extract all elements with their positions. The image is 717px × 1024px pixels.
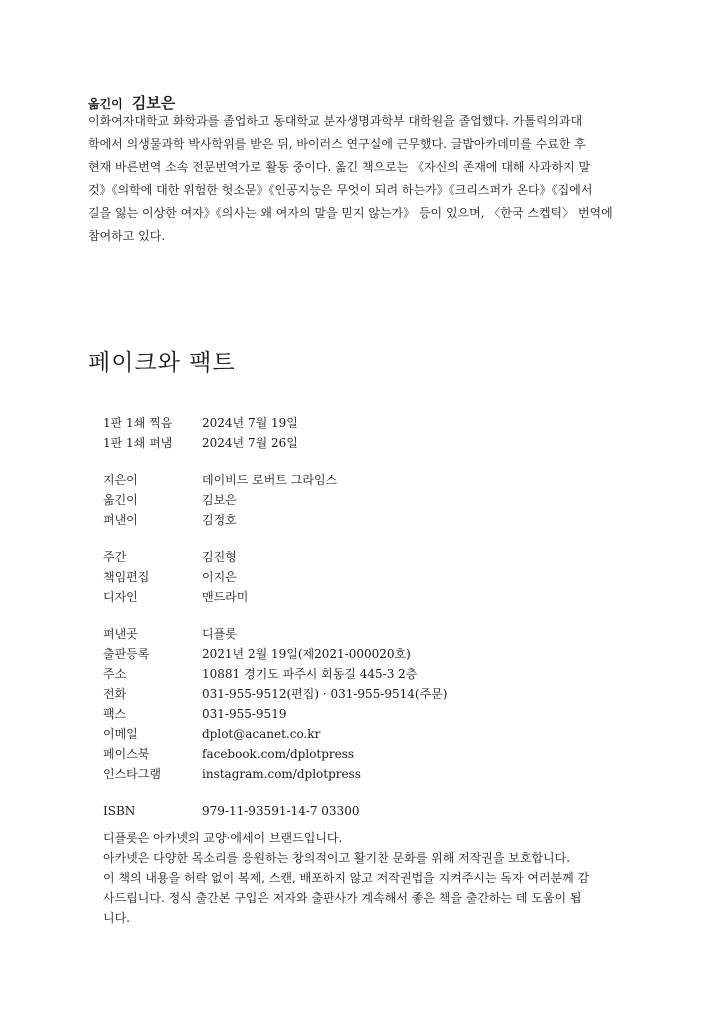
colophon-row	[103, 490, 603, 510]
colophon-row	[103, 567, 603, 587]
book-title: 페이크와 팩트	[88, 350, 236, 376]
colophon-row	[103, 413, 603, 433]
colophon-value: 031-955-9512(편집) · 031-955-9514(주문)	[202, 687, 448, 701]
colophon-label: 주소	[103, 667, 127, 681]
colophon-row	[103, 664, 603, 684]
colophon	[103, 413, 603, 821]
colophon-value: dplot@acanet.co.kr	[202, 727, 321, 741]
colophon-label: 옮긴이	[103, 493, 138, 507]
translator-bio	[88, 110, 628, 248]
colophon-row	[103, 744, 603, 764]
colophon-label: 펴낸이	[103, 513, 138, 527]
colophon-value: 979-11-93591-14-7 03300	[202, 804, 360, 818]
colophon-label: 페이스북	[103, 747, 150, 761]
colophon-value: 김정호	[202, 513, 237, 527]
group-spacer	[103, 453, 603, 470]
colophon-label: 1판 1쇄 찍음	[103, 416, 173, 430]
colophon-label: 지은이	[103, 473, 138, 487]
colophon-row	[103, 470, 603, 490]
colophon-value: 디플롯	[202, 627, 237, 641]
colophon-value: 2021년 2월 19일(제2021-000020호)	[202, 647, 411, 661]
bio-line: 현재 바른번역 소속 전문번역가로 활동 중이다. 옮긴 책으로는 《자신의 존재에 대해 사과하지 말	[88, 160, 591, 174]
colophon-row	[103, 433, 603, 453]
colophon-label: 디자인	[103, 590, 138, 604]
notice-line: 니다.	[103, 911, 130, 925]
colophon-label: 1판 1쇄 펴냄	[103, 436, 173, 450]
colophon-label: 이메일	[103, 727, 138, 741]
colophon-label: 펴낸곳	[103, 627, 138, 641]
colophon-row	[103, 704, 603, 724]
colophon-row	[103, 684, 603, 704]
bio-line: 이화여자대학교 화학과를 졸업하고 동대학교 분자생명과학부 대학원을 졸업했다. 가톨릭의과대	[88, 114, 583, 128]
colophon-value: 10881 경기도 파주시 회동길 445-3 2층	[202, 667, 418, 681]
colophon-label: 전화	[103, 687, 127, 701]
colophon-value: 김진형	[202, 550, 237, 564]
colophon-row	[103, 587, 603, 607]
notice-line: 아카넷은 다양한 목소리를 응원하는 창의적이고 활기찬 문화를 위해 저작권을 보호합니다.	[103, 851, 571, 865]
bio-line: 길을 잃는 이상한 여자》《의사는 왜 여자의 말을 믿지 않는가》 등이 있으며, 〈한국 스켑틱〉 번역에	[88, 206, 613, 220]
colophon-label: 인스타그램	[103, 767, 161, 781]
colophon-value: 이지은	[202, 570, 237, 584]
colophon-value: 031-955-9519	[202, 707, 287, 721]
notice-line: 이 책의 내용을 허락 없이 복제, 스캔, 배포하지 않고 저작권법을 지켜주시는 독자 여러분께 감	[103, 871, 590, 885]
colophon-value: 데이비드 로버트 그라임스	[202, 473, 338, 487]
colophon-label: 출판등록	[103, 647, 150, 661]
colophon-value: instagram.com/dplotpress	[202, 767, 361, 781]
colophon-row	[103, 547, 603, 567]
bio-line: 것》《의학에 대한 위험한 헛소문》《인공지능은 무엇이 되려 하는가》《크리스퍼가 온다》《집에서	[88, 183, 593, 197]
colophon-value: 김보은	[202, 493, 237, 507]
colophon-label: 주간	[103, 550, 127, 564]
colophon-label: 팩스	[103, 707, 127, 721]
bio-line: 참여하고 있다.	[88, 229, 166, 243]
group-spacer	[103, 530, 603, 547]
colophon-label: ISBN	[103, 804, 136, 818]
notice-line: 디플롯은 아카넷의 교양·에세이 브랜드입니다.	[103, 831, 343, 845]
colophon-row	[103, 764, 603, 784]
colophon-value: 2024년 7월 26일	[202, 436, 298, 450]
group-spacer	[103, 607, 603, 624]
notice-line: 사드립니다. 정식 출간본 구입은 저자와 출판사가 계속해서 좋은 책을 출간하는 데 도움이 됩	[103, 891, 582, 905]
colophon-row	[103, 801, 603, 821]
colophon-value: facebook.com/dplotpress	[202, 747, 355, 761]
colophon-value: 맨드라미	[202, 590, 249, 604]
translator-role: 옮긴이	[88, 97, 123, 111]
colophon-value: 2024년 7월 19일	[202, 416, 298, 430]
copyright-notice	[103, 828, 603, 928]
colophon-row	[103, 510, 603, 530]
bio-line: 학에서 의생물과학 박사학위를 받은 뒤, 바이러스 연구실에 근무했다. 글밥아카데미를 수료한 후	[88, 137, 586, 151]
colophon-row	[103, 644, 603, 664]
translator-name: 김보은	[131, 94, 176, 112]
colophon-row	[103, 624, 603, 644]
group-spacer	[103, 784, 603, 801]
colophon-label: 책임편집	[103, 570, 150, 584]
colophon-row	[103, 724, 603, 744]
